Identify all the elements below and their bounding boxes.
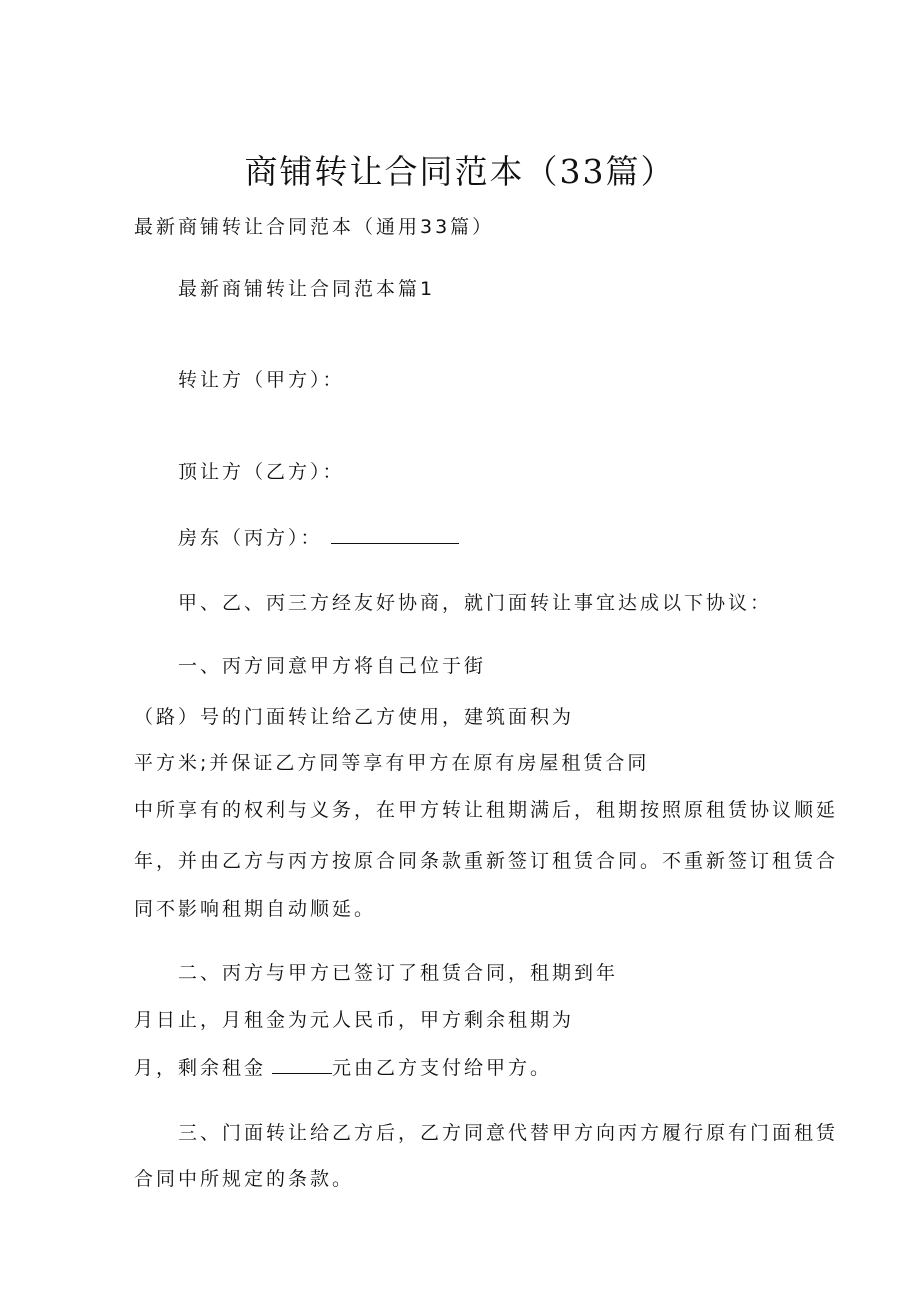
- clause2-line: 二、丙方与甲方已签订了租赁合同，租期到年: [178, 962, 619, 984]
- clause2-line: 元由乙方支付给甲方。: [332, 1057, 553, 1079]
- clause1-line: 年，并由乙方与丙方按原合同条款重新签订租赁合同。不重新签订租赁合: [134, 850, 839, 872]
- clause3-line: 三、门面转让给乙方后，乙方同意代替甲方向丙方履行原有门面租赁: [178, 1122, 839, 1144]
- clause3-line: 合同中所规定的条款。: [134, 1168, 355, 1190]
- party-c-label: 房东（丙方）：: [178, 527, 323, 549]
- clause2-line: 月，剩余租金: [134, 1057, 267, 1079]
- clause2-row: [134, 1055, 552, 1081]
- clause2-line: 月日止，月租金为元人民币，甲方剩余租期为: [134, 1009, 575, 1031]
- party-b-label: 顶让方（乙方）：: [178, 461, 345, 483]
- clause1-line: 平方米;并保证乙方同等享有甲方在原有房屋租赁合同: [134, 752, 650, 774]
- party-c-blank-line: [331, 525, 459, 544]
- document-title: 商铺转让合同范本（33篇）: [244, 152, 676, 191]
- party-a-label: 转让方（甲方）：: [178, 369, 345, 391]
- clause1-line: 同不影响租期自动顺延。: [134, 898, 377, 920]
- document-subtitle: 最新商铺转让合同范本（通用33篇）: [134, 216, 495, 238]
- clause1-line: 一、丙方同意甲方将自己位于街: [178, 655, 487, 677]
- section-heading: 最新商铺转让合同范本篇1: [178, 278, 436, 300]
- intro-paragraph: 甲、乙、丙三方经友好协商，就门面转让事宜达成以下协议：: [178, 592, 773, 614]
- remaining-rent-blank-line: [272, 1055, 332, 1074]
- party-c-row: [178, 525, 459, 551]
- clause1-line: 中所享有的权利与义务，在甲方转让租期满后，租期按照原租赁协议顺延: [134, 799, 839, 821]
- clause1-line: （路）号的门面转让给乙方使用，建筑面积为: [134, 706, 575, 728]
